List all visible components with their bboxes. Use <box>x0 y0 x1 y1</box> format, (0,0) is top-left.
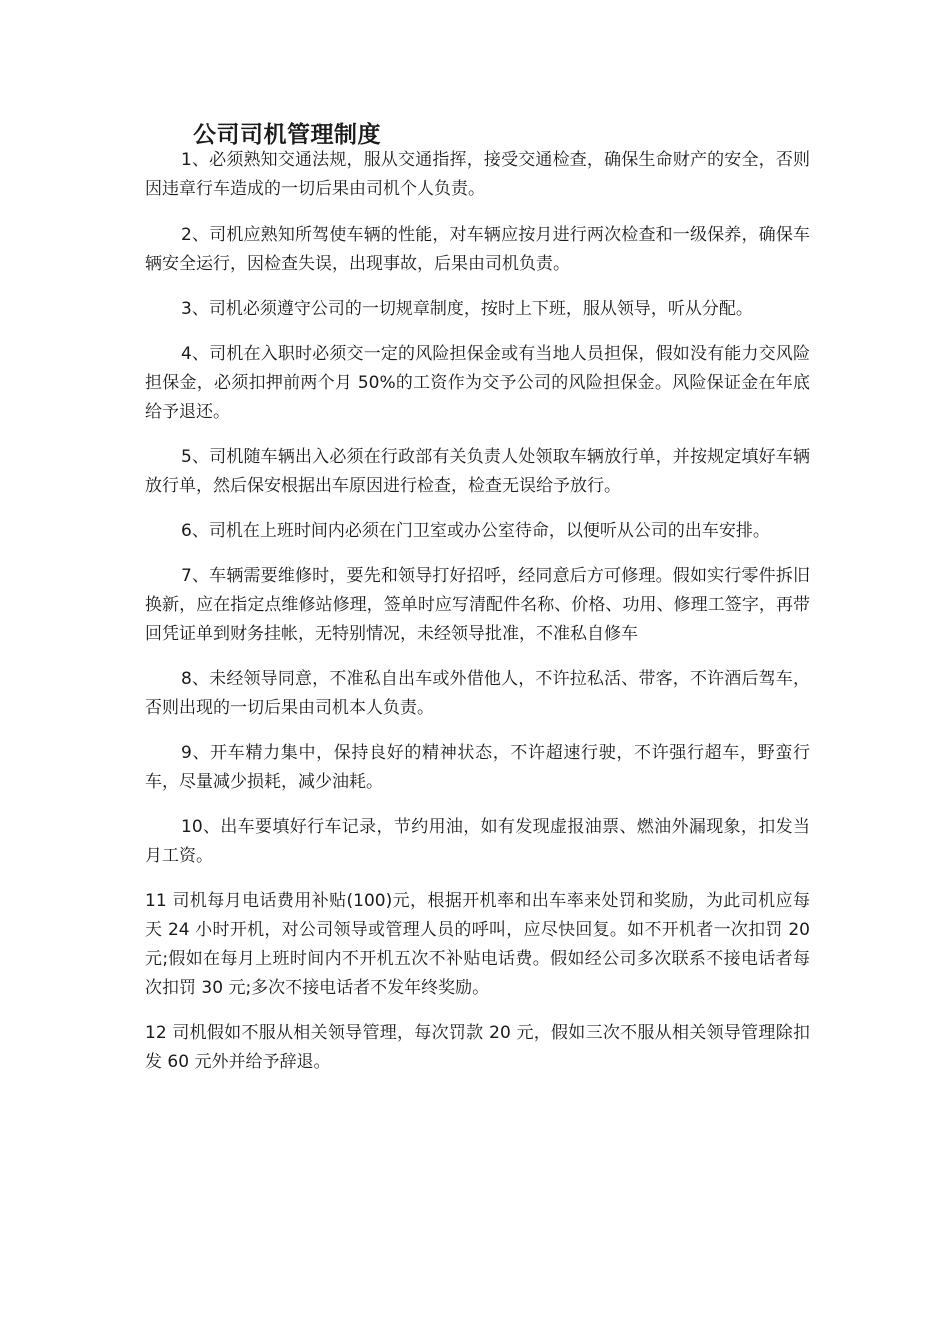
rule-paragraph-5: 5、司机随车辆出入必须在行政部有关负责人处领取车辆放行单，并按规定填好车辆放行单，然后保安根据出车原因进行检查，检查无误给予放行。 <box>145 447 810 496</box>
rule-paragraph-12: 12 司机假如不服从相关领导管理，每次罚款 20 元，假如三次不服从相关领导管理除扣发 60 元外并给予辞退。 <box>145 1023 810 1072</box>
rule-paragraph-11: 11 司机每月电话费用补贴(100)元，根据开机率和出车率来处罚和奖励，为此司机应每天 24 小时开机，对公司领导或管理人员的呼叫，应尽快回复。如不开机者一次扣罚 20 元;假如在每月上班时间内不开机五次不补贴电话费。假如经公司多次联系不接电话者每次扣罚 30 元;多次不接电话者不发年终奖励。 <box>145 891 810 998</box>
rule-paragraph-3: 3、司机必须遵守公司的一切规章制度，按时上下班，服从领导，听从分配。 <box>181 299 753 319</box>
document-title: 公司司机管理制度 <box>193 122 381 148</box>
rule-paragraph-1: 1、必须熟知交通法规，服从交通指挥，接受交通检查，确保生命财产的安全，否则因违章行车造成的一切后果由司机个人负责。 <box>145 150 810 199</box>
rule-paragraph-7: 7、车辆需要维修时，要先和领导打好招呼，经同意后方可修理。假如实行零件拆旧换新，应在指定点维修站修理，签单时应写清配件名称、价格、功用、修理工签字，再带回凭证单到财务挂帐，无特别情况，未经领导批准，不准私自修车 <box>145 566 810 644</box>
rule-paragraph-4: 4、司机在入职时必须交一定的风险担保金或有当地人员担保，假如没有能力交风险担保金，必须扣押前两个月 50%的工资作为交予公司的风险担保金。风险保证金在年底给予退还。 <box>145 344 810 422</box>
rule-paragraph-6: 6、司机在上班时间内必须在门卫室或办公室待命，以便听从公司的出车安排。 <box>181 521 770 541</box>
rule-paragraph-8: 8、未经领导同意，不准私自出车或外借他人，不许拉私活、带客，不许酒后驾车，否则出现的一切后果由司机本人负责。 <box>145 669 810 718</box>
rule-paragraph-9: 9、开车精力集中，保持良好的精神状态，不许超速行驶，不许强行超车，野蛮行车，尽量减少损耗，减少油耗。 <box>145 743 810 792</box>
document-body <box>145 146 810 1093</box>
rule-paragraph-2: 2、司机应熟知所驾使车辆的性能，对车辆应按月进行两次检查和一级保养，确保车辆安全运行，因检查失误，出现事故，后果由司机负责。 <box>145 225 810 274</box>
rule-paragraph-10: 10、出车要填好行车记录，节约用油，如有发现虚报油票、燃油外漏现象，扣发当月工资。 <box>145 817 810 866</box>
